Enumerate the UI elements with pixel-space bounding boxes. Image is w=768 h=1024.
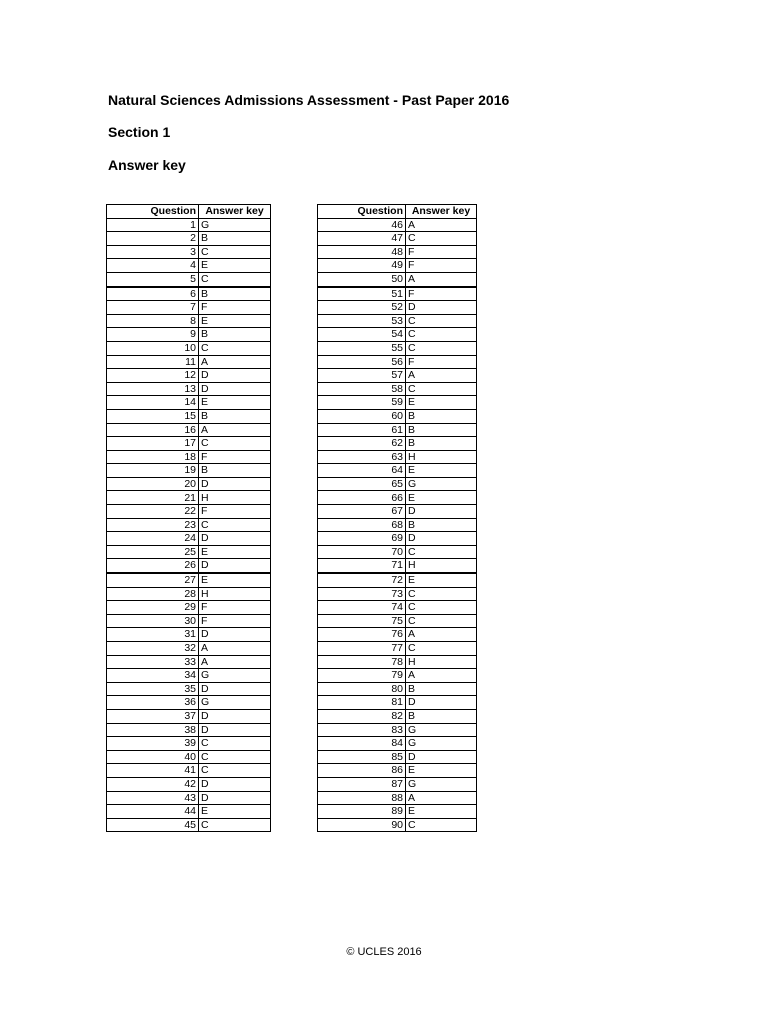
table-row <box>107 777 271 791</box>
answer-cell: C <box>199 764 271 778</box>
table-row <box>107 545 271 559</box>
question-number-cell: 82 <box>318 709 406 723</box>
table-row <box>107 328 271 342</box>
answer-cell: F <box>406 259 477 273</box>
question-number-cell: 64 <box>318 464 406 478</box>
question-number-cell: 56 <box>318 355 406 369</box>
question-number-cell: 66 <box>318 491 406 505</box>
question-number-cell: 9 <box>107 328 199 342</box>
question-number-cell: 8 <box>107 314 199 328</box>
table-row <box>107 491 271 505</box>
question-number-cell: 22 <box>107 505 199 519</box>
question-column-header: Question <box>318 205 406 219</box>
table-row <box>107 669 271 683</box>
table-row <box>318 341 477 355</box>
table-row <box>107 396 271 410</box>
table-row <box>107 464 271 478</box>
question-number-cell: 41 <box>107 764 199 778</box>
question-number-cell: 39 <box>107 737 199 751</box>
answer-cell: A <box>406 628 477 642</box>
table-row <box>107 272 271 286</box>
table-row <box>318 777 477 791</box>
answer-cell: G <box>199 669 271 683</box>
answer-cell: D <box>199 628 271 642</box>
question-number-cell: 90 <box>318 818 406 832</box>
table-row <box>107 314 271 328</box>
answer-table-right <box>317 204 477 832</box>
answer-cell: D <box>406 750 477 764</box>
answer-cell: B <box>199 409 271 423</box>
answer-cell: E <box>406 491 477 505</box>
copyright-footer: © UCLES 2016 <box>346 946 422 958</box>
answer-cell: C <box>406 642 477 656</box>
question-number-cell: 83 <box>318 723 406 737</box>
answer-cell: F <box>199 614 271 628</box>
question-number-cell: 70 <box>318 545 406 559</box>
question-number-cell: 47 <box>318 232 406 246</box>
question-number-cell: 87 <box>318 777 406 791</box>
table-row <box>318 287 477 301</box>
answer-cell: E <box>199 573 271 587</box>
question-number-cell: 67 <box>318 505 406 519</box>
table-row <box>318 272 477 286</box>
question-number-cell: 5 <box>107 272 199 286</box>
table-row <box>318 791 477 805</box>
answer-cell: E <box>406 573 477 587</box>
answer-cell: B <box>406 423 477 437</box>
question-number-cell: 40 <box>107 750 199 764</box>
question-number-cell: 86 <box>318 764 406 778</box>
question-number-cell: 46 <box>318 218 406 232</box>
answer-cell: A <box>406 791 477 805</box>
question-number-cell: 43 <box>107 791 199 805</box>
table-row <box>107 409 271 423</box>
answer-cell: A <box>406 369 477 383</box>
table-row <box>318 409 477 423</box>
answer-cell: D <box>406 505 477 519</box>
table-row <box>318 614 477 628</box>
table-row <box>318 259 477 273</box>
question-number-cell: 58 <box>318 382 406 396</box>
question-number-cell: 54 <box>318 328 406 342</box>
answer-cell: A <box>406 218 477 232</box>
question-number-cell: 37 <box>107 709 199 723</box>
question-number-cell: 29 <box>107 601 199 615</box>
answer-cell: E <box>199 314 271 328</box>
table-row <box>318 818 477 832</box>
table-row <box>107 477 271 491</box>
question-number-cell: 14 <box>107 396 199 410</box>
question-number-cell: 69 <box>318 532 406 546</box>
answer-cell: D <box>199 709 271 723</box>
question-number-cell: 32 <box>107 642 199 656</box>
answer-cell: F <box>199 505 271 519</box>
question-number-cell: 89 <box>318 805 406 819</box>
answer-column-header: Answer key <box>199 205 271 219</box>
table-row <box>107 532 271 546</box>
question-number-cell: 65 <box>318 477 406 491</box>
table-row <box>107 601 271 615</box>
table-row <box>107 696 271 710</box>
answer-key-heading: Answer key <box>108 157 186 173</box>
table-row <box>318 655 477 669</box>
answer-table-left <box>106 204 271 832</box>
answer-cell: A <box>406 272 477 286</box>
table-row <box>318 505 477 519</box>
question-number-cell: 71 <box>318 559 406 573</box>
question-number-cell: 13 <box>107 382 199 396</box>
answer-cell: C <box>406 818 477 832</box>
table-row <box>107 573 271 587</box>
answer-cell: H <box>199 491 271 505</box>
table-row <box>318 477 477 491</box>
table-row <box>318 301 477 315</box>
section-heading: Section 1 <box>108 124 171 140</box>
answer-cell: D <box>199 777 271 791</box>
table-row <box>107 750 271 764</box>
table-row <box>318 450 477 464</box>
table-row <box>318 314 477 328</box>
table-row <box>107 369 271 383</box>
table-row <box>318 559 477 573</box>
table-row <box>318 382 477 396</box>
answer-cell: D <box>406 532 477 546</box>
table-row <box>107 805 271 819</box>
table-row <box>107 642 271 656</box>
question-number-cell: 53 <box>318 314 406 328</box>
document-title: Natural Sciences Admissions Assessment - Past Paper 2016 <box>108 92 510 108</box>
answer-cell: F <box>199 301 271 315</box>
table-row <box>318 642 477 656</box>
table-row <box>318 518 477 532</box>
question-number-cell: 48 <box>318 245 406 259</box>
table-row <box>318 464 477 478</box>
question-number-cell: 36 <box>107 696 199 710</box>
table-header-row <box>318 205 477 219</box>
answer-cell: C <box>406 545 477 559</box>
question-number-cell: 23 <box>107 518 199 532</box>
table-row <box>318 245 477 259</box>
question-column-header: Question <box>107 205 199 219</box>
question-number-cell: 31 <box>107 628 199 642</box>
question-number-cell: 17 <box>107 437 199 451</box>
answer-column-header: Answer key <box>406 205 477 219</box>
table-row <box>107 559 271 573</box>
answer-cell: D <box>199 723 271 737</box>
answer-cell: E <box>406 396 477 410</box>
question-number-cell: 20 <box>107 477 199 491</box>
table-row <box>318 573 477 587</box>
answer-cell: D <box>199 369 271 383</box>
table-row <box>318 369 477 383</box>
table-row <box>107 355 271 369</box>
answer-cell: D <box>406 696 477 710</box>
table-row <box>318 328 477 342</box>
table-row <box>107 614 271 628</box>
answer-cell: B <box>406 437 477 451</box>
table-row <box>318 232 477 246</box>
answer-cell: C <box>199 437 271 451</box>
question-number-cell: 4 <box>107 259 199 273</box>
question-number-cell: 88 <box>318 791 406 805</box>
answer-cell: G <box>199 218 271 232</box>
question-number-cell: 24 <box>107 532 199 546</box>
table-row <box>318 709 477 723</box>
question-number-cell: 25 <box>107 545 199 559</box>
table-row <box>318 696 477 710</box>
question-number-cell: 3 <box>107 245 199 259</box>
answer-cell: A <box>199 355 271 369</box>
answer-cell: A <box>199 642 271 656</box>
question-number-cell: 75 <box>318 614 406 628</box>
table-row <box>318 423 477 437</box>
question-number-cell: 35 <box>107 682 199 696</box>
answer-cell: C <box>406 328 477 342</box>
question-number-cell: 78 <box>318 655 406 669</box>
answer-cell: A <box>406 669 477 683</box>
table-row <box>107 791 271 805</box>
table-row <box>318 723 477 737</box>
question-number-cell: 44 <box>107 805 199 819</box>
question-number-cell: 52 <box>318 301 406 315</box>
table-row <box>107 437 271 451</box>
table-row <box>107 505 271 519</box>
table-row <box>107 587 271 601</box>
table-row <box>107 287 271 301</box>
question-number-cell: 45 <box>107 818 199 832</box>
table-row <box>318 355 477 369</box>
answer-cell: G <box>406 777 477 791</box>
answer-cell: G <box>406 723 477 737</box>
question-number-cell: 1 <box>107 218 199 232</box>
answer-cell: F <box>199 601 271 615</box>
question-number-cell: 21 <box>107 491 199 505</box>
answer-cell: B <box>199 464 271 478</box>
answer-cell: E <box>199 805 271 819</box>
answer-cell: F <box>406 355 477 369</box>
question-number-cell: 6 <box>107 287 199 301</box>
table-row <box>318 218 477 232</box>
answer-cell: D <box>199 477 271 491</box>
answer-cell: C <box>199 518 271 532</box>
answer-cell: D <box>199 559 271 573</box>
table-row <box>107 737 271 751</box>
answer-cell: A <box>199 655 271 669</box>
answer-cell: H <box>406 559 477 573</box>
table-row <box>318 764 477 778</box>
question-number-cell: 49 <box>318 259 406 273</box>
table-row <box>318 545 477 559</box>
answer-cell: D <box>199 791 271 805</box>
answer-cell: C <box>199 341 271 355</box>
question-number-cell: 59 <box>318 396 406 410</box>
answer-cell: C <box>406 382 477 396</box>
answer-cell: C <box>199 750 271 764</box>
question-number-cell: 34 <box>107 669 199 683</box>
table-row <box>107 301 271 315</box>
question-number-cell: 68 <box>318 518 406 532</box>
table-row <box>318 805 477 819</box>
question-number-cell: 12 <box>107 369 199 383</box>
answer-cell: C <box>406 614 477 628</box>
answer-cell: E <box>406 464 477 478</box>
table-row <box>107 341 271 355</box>
answer-cell: F <box>199 450 271 464</box>
answer-cell: G <box>199 696 271 710</box>
table-row <box>318 628 477 642</box>
table-row <box>107 218 271 232</box>
question-number-cell: 33 <box>107 655 199 669</box>
question-number-cell: 15 <box>107 409 199 423</box>
table-row <box>107 232 271 246</box>
question-number-cell: 81 <box>318 696 406 710</box>
table-row <box>318 491 477 505</box>
question-number-cell: 7 <box>107 301 199 315</box>
question-number-cell: 72 <box>318 573 406 587</box>
question-number-cell: 28 <box>107 587 199 601</box>
answer-cell: B <box>199 232 271 246</box>
answer-cell: A <box>199 423 271 437</box>
table-row <box>107 709 271 723</box>
question-number-cell: 19 <box>107 464 199 478</box>
answer-cell: D <box>406 301 477 315</box>
question-number-cell: 30 <box>107 614 199 628</box>
question-number-cell: 79 <box>318 669 406 683</box>
table-row <box>107 423 271 437</box>
question-number-cell: 62 <box>318 437 406 451</box>
answer-cell: C <box>406 587 477 601</box>
question-number-cell: 77 <box>318 642 406 656</box>
question-number-cell: 63 <box>318 450 406 464</box>
answer-cell: E <box>199 545 271 559</box>
answer-cell: B <box>199 287 271 301</box>
question-number-cell: 55 <box>318 341 406 355</box>
answer-cell: H <box>406 450 477 464</box>
question-number-cell: 2 <box>107 232 199 246</box>
table-row <box>107 723 271 737</box>
answer-cell: C <box>199 272 271 286</box>
answer-cell: B <box>199 328 271 342</box>
table-row <box>107 245 271 259</box>
table-row <box>318 587 477 601</box>
question-number-cell: 38 <box>107 723 199 737</box>
table-row <box>107 628 271 642</box>
answer-cell: B <box>406 682 477 696</box>
answer-cell: G <box>406 477 477 491</box>
table-row <box>318 669 477 683</box>
question-number-cell: 85 <box>318 750 406 764</box>
question-number-cell: 74 <box>318 601 406 615</box>
question-number-cell: 84 <box>318 737 406 751</box>
answer-cell: C <box>199 737 271 751</box>
table-row <box>318 396 477 410</box>
table-row <box>107 518 271 532</box>
table-row <box>107 764 271 778</box>
answer-cell: F <box>406 245 477 259</box>
answer-cell: D <box>199 382 271 396</box>
answer-cell: B <box>406 518 477 532</box>
answer-cell: D <box>199 532 271 546</box>
question-number-cell: 11 <box>107 355 199 369</box>
table-row <box>107 259 271 273</box>
table-row <box>318 532 477 546</box>
answer-cell: C <box>406 341 477 355</box>
answer-cell: H <box>406 655 477 669</box>
question-number-cell: 16 <box>107 423 199 437</box>
answer-cell: D <box>199 682 271 696</box>
answer-cell: C <box>406 232 477 246</box>
question-number-cell: 60 <box>318 409 406 423</box>
question-number-cell: 18 <box>107 450 199 464</box>
table-row <box>107 382 271 396</box>
table-row <box>107 818 271 832</box>
question-number-cell: 57 <box>318 369 406 383</box>
answer-cell: C <box>199 818 271 832</box>
answer-cell: F <box>406 287 477 301</box>
question-number-cell: 50 <box>318 272 406 286</box>
question-number-cell: 27 <box>107 573 199 587</box>
table-row <box>318 601 477 615</box>
answer-cell: C <box>406 314 477 328</box>
table-row <box>318 682 477 696</box>
answer-cell: E <box>406 805 477 819</box>
answer-cell: H <box>199 587 271 601</box>
answer-cell: C <box>199 245 271 259</box>
answer-cell: C <box>406 601 477 615</box>
answer-cell: E <box>199 396 271 410</box>
question-number-cell: 73 <box>318 587 406 601</box>
question-number-cell: 42 <box>107 777 199 791</box>
question-number-cell: 76 <box>318 628 406 642</box>
table-row <box>107 655 271 669</box>
answer-cell: E <box>199 259 271 273</box>
table-header-row <box>107 205 271 219</box>
question-number-cell: 10 <box>107 341 199 355</box>
table-row <box>107 450 271 464</box>
table-row <box>318 437 477 451</box>
answer-cell: B <box>406 709 477 723</box>
table-row <box>318 750 477 764</box>
answer-cell: B <box>406 409 477 423</box>
question-number-cell: 51 <box>318 287 406 301</box>
question-number-cell: 26 <box>107 559 199 573</box>
answer-cell: E <box>406 764 477 778</box>
question-number-cell: 61 <box>318 423 406 437</box>
table-row <box>318 737 477 751</box>
question-number-cell: 80 <box>318 682 406 696</box>
table-row <box>107 682 271 696</box>
answer-cell: G <box>406 737 477 751</box>
